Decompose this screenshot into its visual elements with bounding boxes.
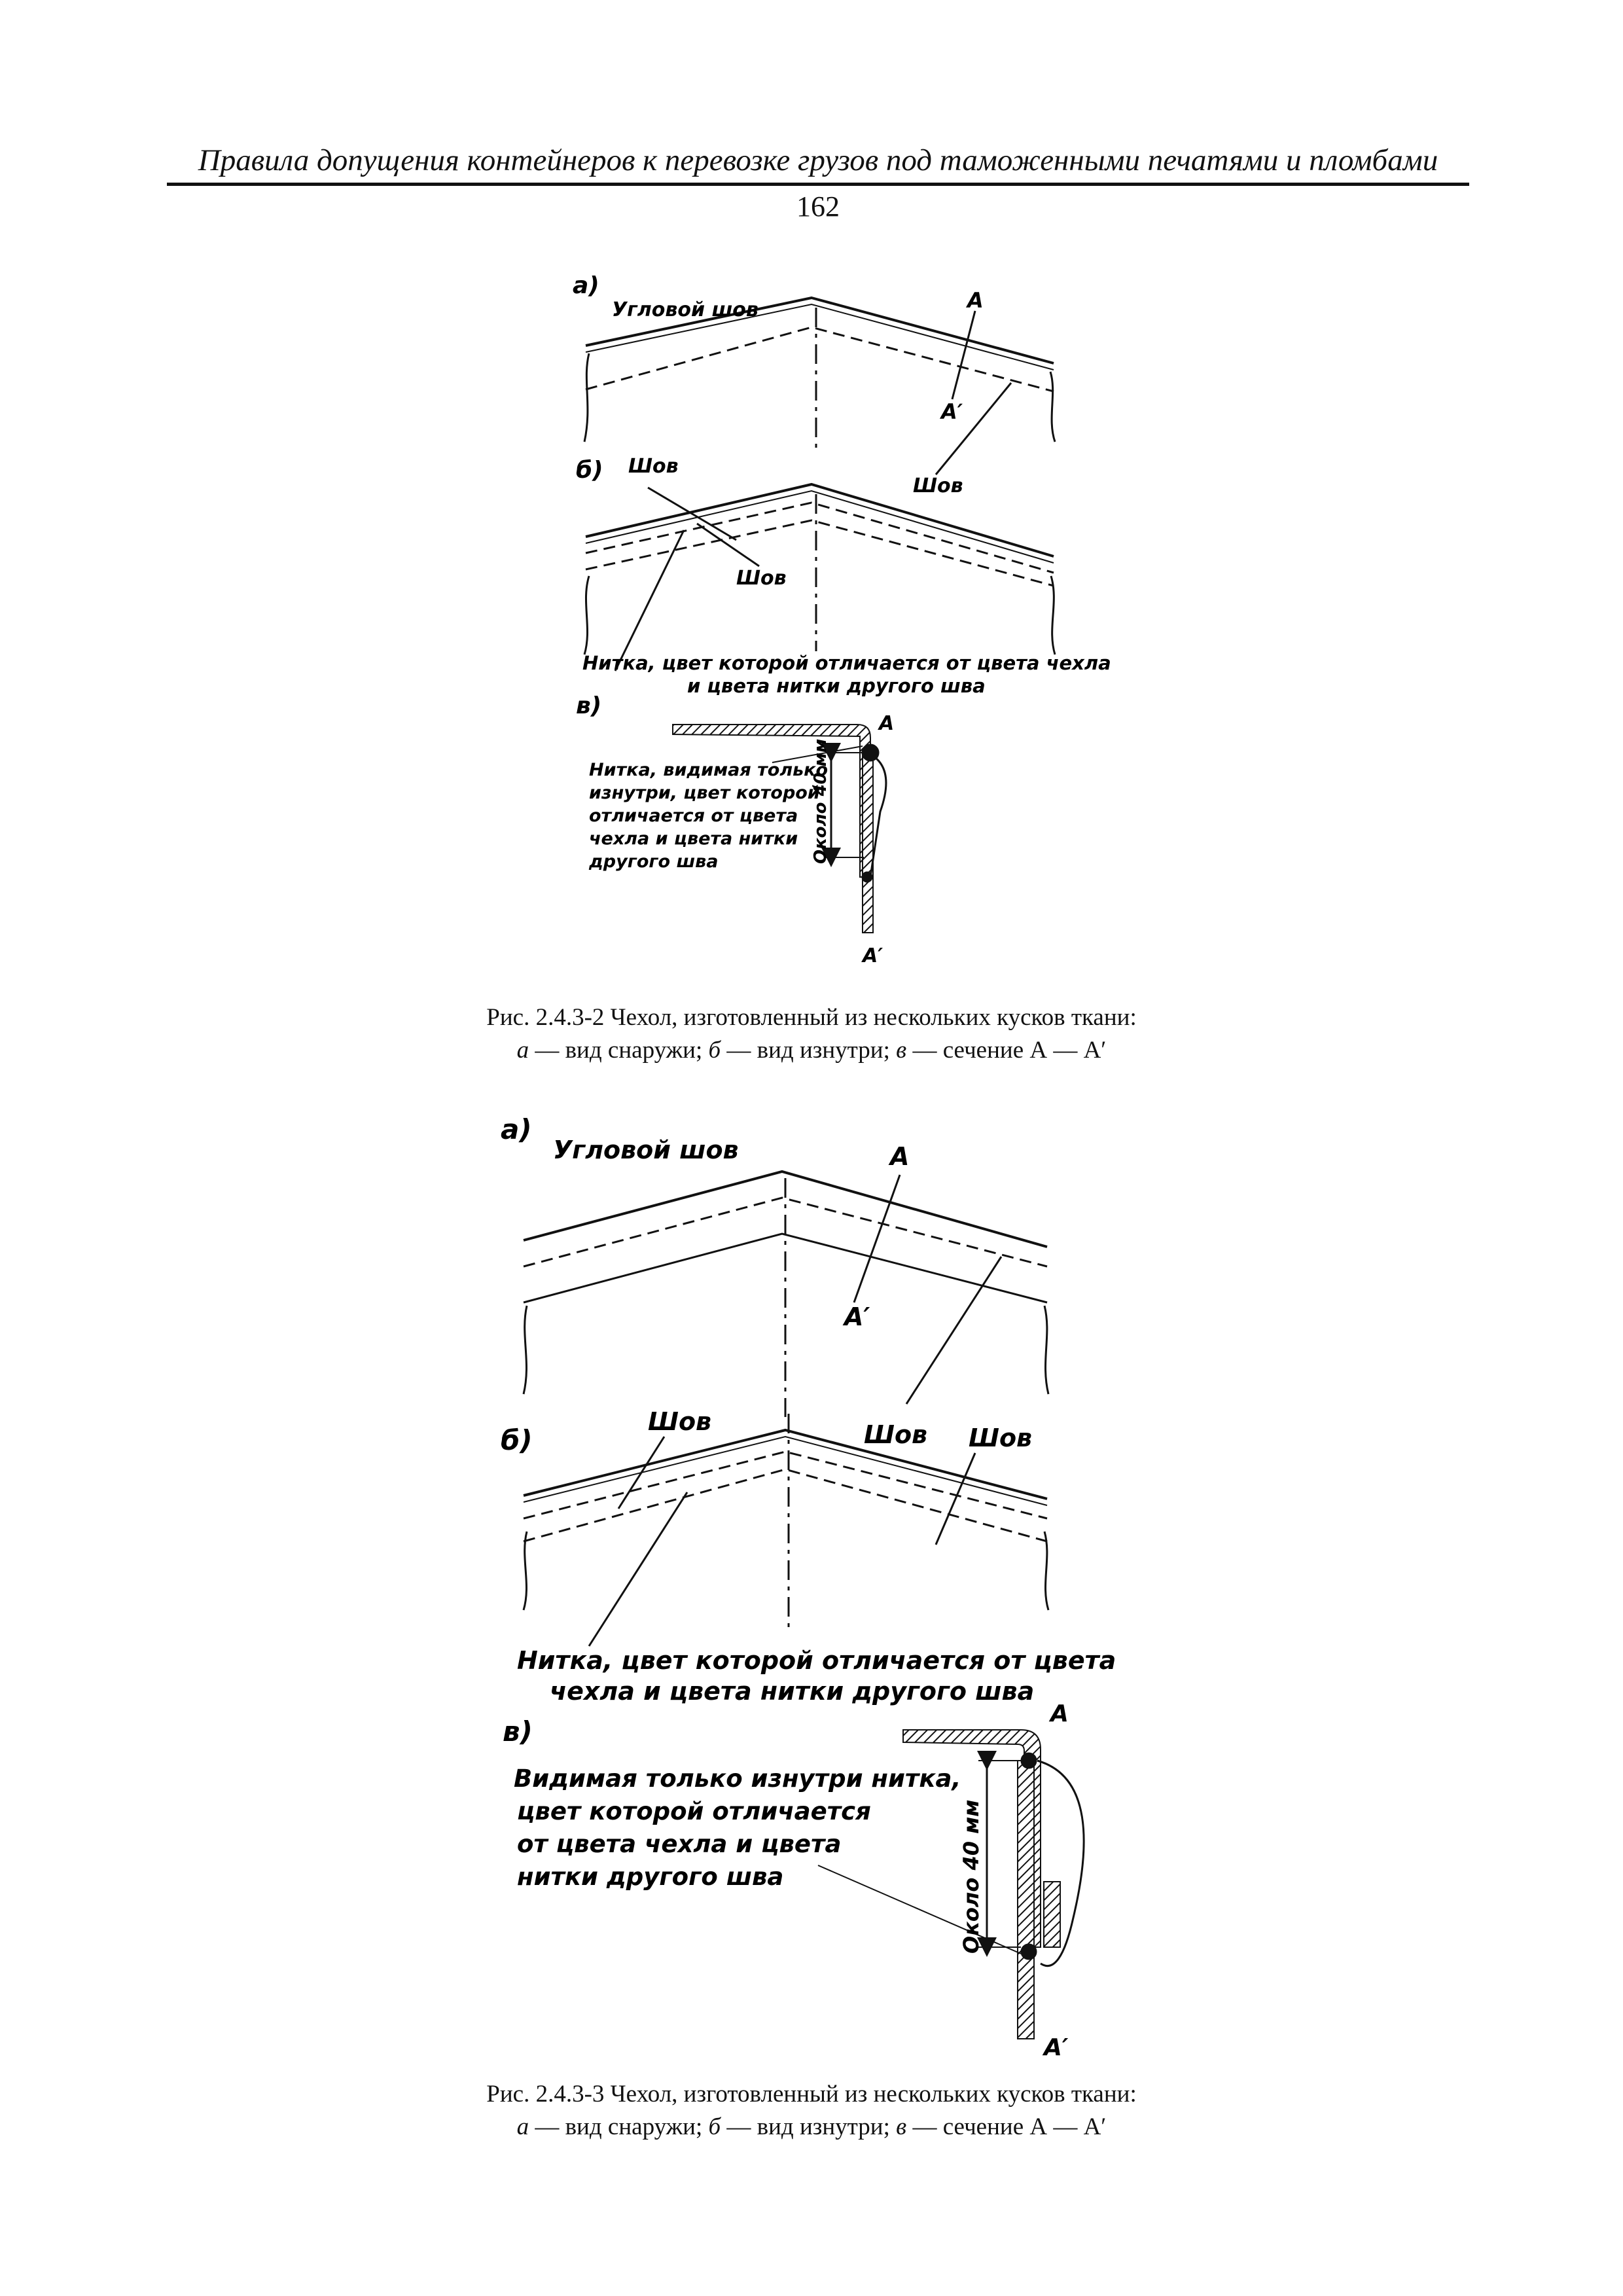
fig2-view-a-title: Угловой шов xyxy=(553,1136,739,1164)
fig2-dimension-label: Около 40 мм xyxy=(959,1799,984,1954)
fig2 xyxy=(524,1172,1084,2039)
fig1-view-a-letter: а) xyxy=(573,272,599,299)
fig2-thread-note-2: чехла и цвета нитки другого шва xyxy=(550,1677,1035,1706)
fig2-view-a-letter: а) xyxy=(501,1113,532,1145)
fig2-inside-note-3: от цвета чехла и цвета xyxy=(517,1830,842,1858)
fig1-thread-note-2: и цвета нитки другого шва xyxy=(687,675,986,697)
fig1-section-top: А xyxy=(967,288,984,313)
figure2-caption-a-text: — вид снаружи; xyxy=(529,2113,709,2140)
fig2-seam-label-1: Шов xyxy=(648,1407,712,1436)
fig1-section-bottom: А′ xyxy=(941,399,963,424)
figure2-caption-line2 xyxy=(0,2111,1623,2144)
figure2-caption-line1: Рис. 2.4.3-3 Чехол, изготовленный из нескольких кусков ткани: xyxy=(486,2081,1137,2108)
fig1-view-c-letter: в) xyxy=(576,692,602,719)
fig2-inside-note-4: нитки другого шва xyxy=(517,1863,784,1891)
fig2-inside-note-1: Видимая только изнутри нитка, xyxy=(514,1765,961,1793)
figure2-caption-b: б xyxy=(708,2113,721,2140)
figure1-caption-line1: Рис. 2.4.3-2 Чехол, изготовленный из нескольких кусков ткани: xyxy=(486,1004,1137,1031)
figure1-caption-line2 xyxy=(0,1034,1623,1067)
fig1-view-a xyxy=(584,298,1055,475)
fig1-view-c-section-top: А xyxy=(879,712,895,735)
fig2-view-c-section-top: А xyxy=(1050,1700,1069,1727)
page-number: 162 xyxy=(796,190,840,223)
fig2-view-c-section-bottom: А′ xyxy=(1044,2034,1069,2061)
fig2-view-c-letter: в) xyxy=(503,1715,533,1748)
fig1-inside-note-2: изнутри, цвет которой xyxy=(589,783,820,803)
fig2-section-bottom: А′ xyxy=(844,1302,870,1331)
fig1-inside-note-3: отличается от цвета xyxy=(589,806,798,826)
figure1-caption-b-text: — вид изнутри; xyxy=(721,1037,897,1064)
running-title: Правила допущения контейнеров к перевозке грузов под таможенными печатями и пломбами xyxy=(198,143,1438,177)
fig2-section-top: А xyxy=(890,1142,910,1171)
fig2-inside-note-2: цвет которой отличается xyxy=(517,1797,871,1825)
fig1-view-c-section-bottom: А′ xyxy=(863,944,883,967)
fig1-seam-label: Шов xyxy=(913,475,963,497)
fig1-inside-note-1: Нитка, видимая только xyxy=(589,760,829,780)
fig1-view-a-title: Угловой шов xyxy=(612,298,758,321)
figure2-caption-a: а xyxy=(516,2113,529,2140)
figure2-caption-c: в xyxy=(896,2113,907,2140)
fig2-seam-label-3: Шов xyxy=(969,1424,1033,1452)
fig1-inside-note-4: чехла и цвета нитки xyxy=(589,829,798,849)
fig1-view-b-letter: б) xyxy=(576,457,603,484)
fig1-view-b-seam-left: Шов xyxy=(628,455,679,478)
fig1-thread-note-1: Нитка, цвет которой отличается от цвета чехла xyxy=(582,652,1111,674)
fig1-view-b-seam-mid: Шов xyxy=(736,567,787,590)
fig2-view-b-letter: б) xyxy=(501,1424,533,1456)
figure1-caption xyxy=(0,1001,1623,1067)
fig2-seam-label-2: Шов xyxy=(864,1420,928,1449)
fig1-inside-note-5: другого шва xyxy=(589,852,719,872)
figure1-caption-a-text: — вид снаружи; xyxy=(529,1037,709,1064)
figure1-caption-c-text: — сечение А — А′ xyxy=(906,1037,1107,1064)
fig1-dimension-label: Около 40 мм xyxy=(811,738,830,864)
fig2-thread-note-1: Нитка, цвет которой отличается от цвета xyxy=(517,1646,1116,1675)
figure2-caption-b-text: — вид изнутри; xyxy=(721,2113,897,2140)
figure1-caption-b: б xyxy=(708,1037,721,1064)
figure1-caption-a: а xyxy=(516,1037,529,1064)
figure2-caption xyxy=(0,2078,1623,2144)
fig2-view-a xyxy=(524,1172,1048,1417)
figure1-caption-c: в xyxy=(896,1037,907,1064)
fig1-view-b xyxy=(584,484,1055,671)
figure2-caption-c-text: — сечение А — А′ xyxy=(906,2113,1107,2140)
